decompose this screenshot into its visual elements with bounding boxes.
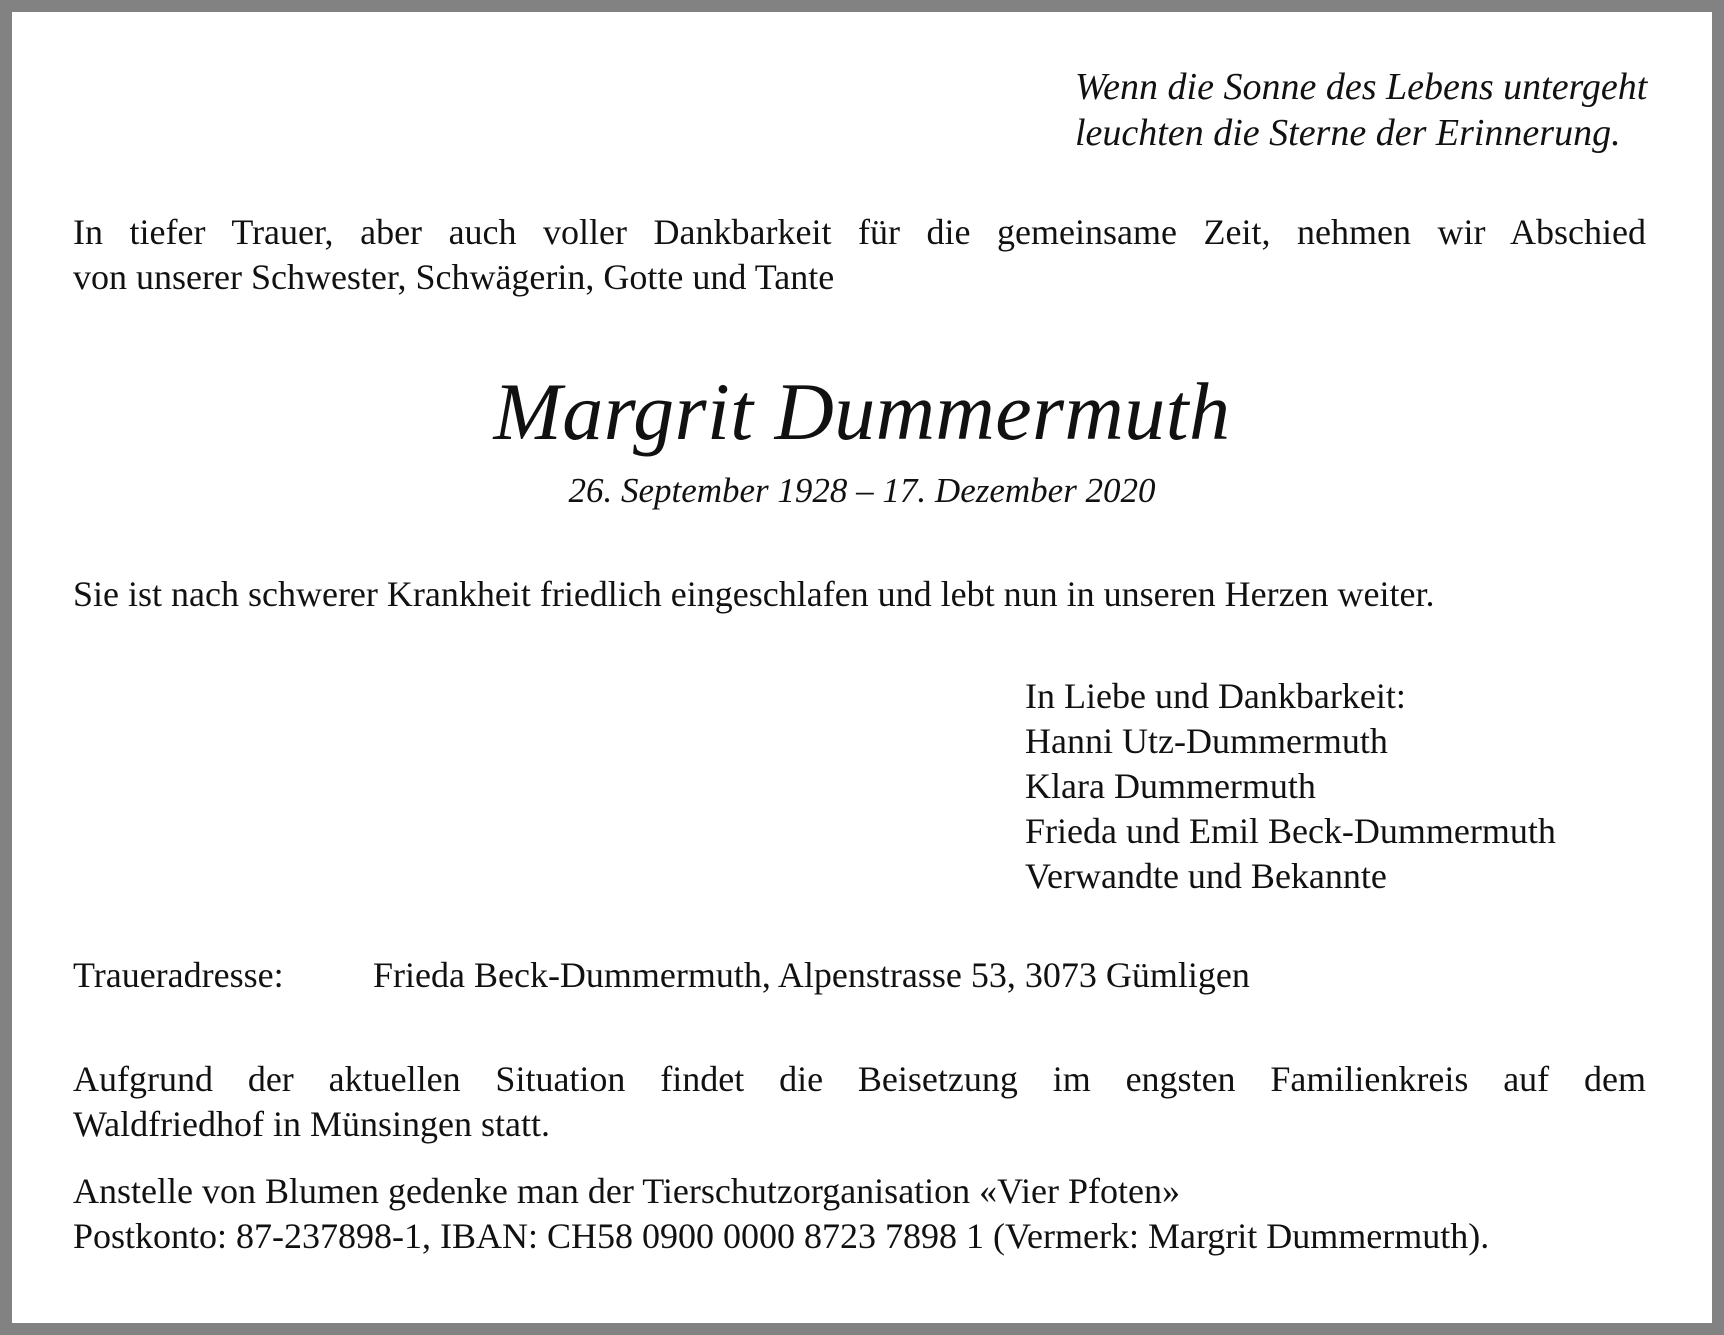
intro-line-1: In tiefer Trauer, aber auch voller Dankbarkeit für die gemeinsame Zeit, nehmen wir Abschied [73, 212, 1646, 252]
obituary-notice [12, 12, 1712, 1323]
mourning-address [73, 953, 1250, 998]
donation-line-1: Anstelle von Blumen gedenke man der Tierschutzorganisation «Vier Pfoten» [73, 1171, 1180, 1211]
mourners-list [1025, 674, 1556, 899]
mourner-name: Hanni Utz-Dummermuth [1025, 721, 1388, 761]
burial-notice [73, 1057, 1646, 1147]
burial-line-1: Aufgrund der aktuellen Situation findet die Beisetzung im engsten Familienkreis auf dem [73, 1059, 1646, 1099]
motto-line-1: Wenn die Sonne des Lebens untergeht [1075, 66, 1648, 108]
deceased-name: Margrit Dummermuth [493, 366, 1231, 457]
statement-text: Sie ist nach schwerer Krankheit friedlich eingeschlafen und lebt nun in unseren Herzen weiter. [73, 574, 1435, 614]
mourners-heading: In Liebe und Dankbarkeit: [1025, 676, 1406, 716]
mourner-name: Klara Dummermuth [1025, 766, 1316, 806]
mourner-name: Verwandte und Bekannte [1025, 856, 1387, 896]
address-value: Frieda Beck-Dummermuth, Alpenstrasse 53, 3073 Gümligen [373, 955, 1250, 995]
burial-line-2: Waldfriedhof in Münsingen statt. [73, 1104, 551, 1144]
mourner-name: Frieda und Emil Beck-Dummermuth [1025, 811, 1556, 851]
intro-line-2: von unserer Schwester, Schwägerin, Gotte und Tante [73, 257, 835, 297]
motto-line-2: leuchten die Sterne der Erinnerung. [1075, 112, 1621, 154]
intro-paragraph [73, 210, 1646, 300]
address-label: Traueradresse: [73, 955, 284, 995]
life-dates: 26. September 1928 – 17. Dezember 2020 [568, 471, 1156, 510]
donation-line-2: Postkonto: 87-237898-1, IBAN: CH58 0900 0000 8723 7898 1 (Vermerk: Margrit Dummermuth). [73, 1216, 1490, 1256]
donation-notice [73, 1169, 1489, 1259]
motto-quote [1075, 64, 1647, 156]
